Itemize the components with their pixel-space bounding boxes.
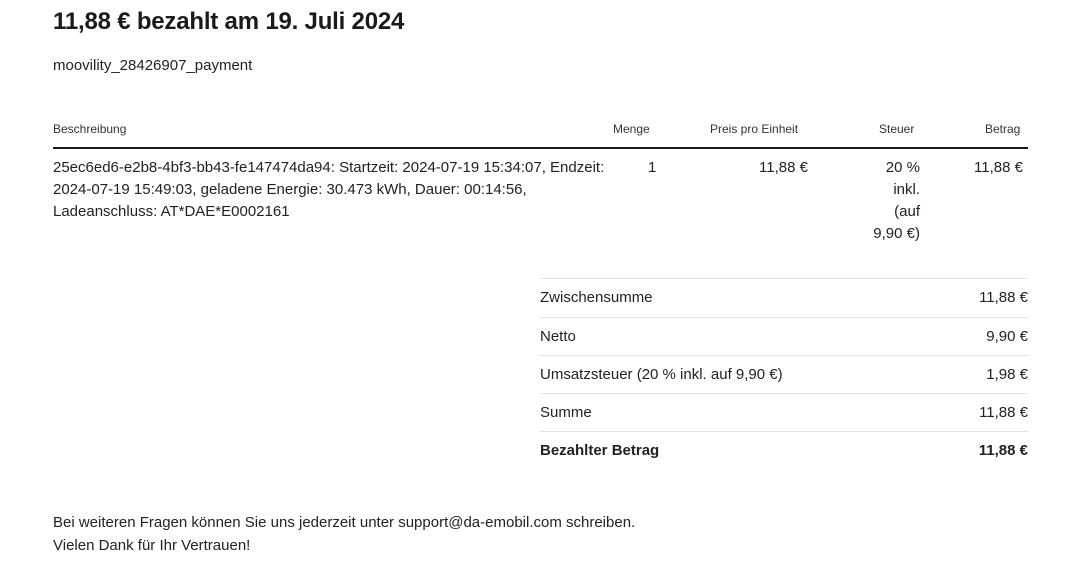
- summary-value: 11,88 €: [979, 289, 1028, 306]
- footer-note: [53, 511, 635, 557]
- column-header-quantity: Menge: [613, 122, 650, 136]
- summary-label: Bezahlter Betrag: [540, 442, 660, 459]
- summary-value: 9,90 €: [986, 328, 1028, 345]
- summary-value: 1,98 €: [986, 366, 1028, 383]
- summary-value: 11,88 €: [979, 404, 1028, 421]
- summary-row-amount-paid: [540, 431, 1028, 470]
- column-header-unit-price: Preis pro Einheit: [710, 122, 799, 136]
- item-description: 25ec6ed6-e2b8-4bf3-bb43-fe147474da94: Startzeit: 2024-07-19 15:34:07, Endzeit: 2024-07-19 15:49:03, geladene Energie: 30.473 kWh, Dauer: 00:14:56, Ladeanschluss: AT*DAE*E0002161: [53, 159, 605, 220]
- summary-row-total: [540, 393, 1028, 432]
- item-amount: 11,88 €: [974, 159, 1023, 176]
- summary-value: 11,88 €: [978, 442, 1028, 459]
- item-unit-price: 11,88 €: [759, 159, 808, 176]
- item-tax: [850, 157, 920, 245]
- page-title: 11,88 € bezahlt am 19. Juli 2024: [53, 8, 405, 35]
- footer-support-text: Bei weiteren Fragen können Sie uns jederzeit unter support@da-emobil.com schreiben.: [53, 514, 636, 531]
- summary-row-subtotal: [540, 278, 1028, 317]
- summary-label: Netto: [540, 328, 576, 345]
- summary-label: Zwischensumme: [540, 289, 653, 306]
- summary-label: Umsatzsteuer (20 % inkl. auf 9,90 €): [540, 366, 783, 383]
- table-header-divider: [53, 147, 1028, 149]
- summary-label: Summe: [540, 404, 592, 421]
- item-tax-line: inkl.: [893, 181, 920, 198]
- column-header-description: Beschreibung: [53, 122, 127, 136]
- item-tax-line: (auf: [894, 203, 920, 220]
- item-tax-line: 20 %: [885, 159, 920, 176]
- footer-thanks-text: Vielen Dank für Ihr Vertrauen!: [53, 537, 251, 554]
- column-header-amount: Betrag: [985, 122, 1021, 136]
- item-tax-line: 9,90 €): [873, 225, 920, 242]
- summary-row-net: [540, 317, 1028, 356]
- column-header-tax: Steuer: [879, 122, 915, 136]
- summary-row-vat: [540, 355, 1028, 394]
- item-quantity: 1: [648, 159, 657, 176]
- payment-reference: moovility_28426907_payment: [53, 57, 253, 74]
